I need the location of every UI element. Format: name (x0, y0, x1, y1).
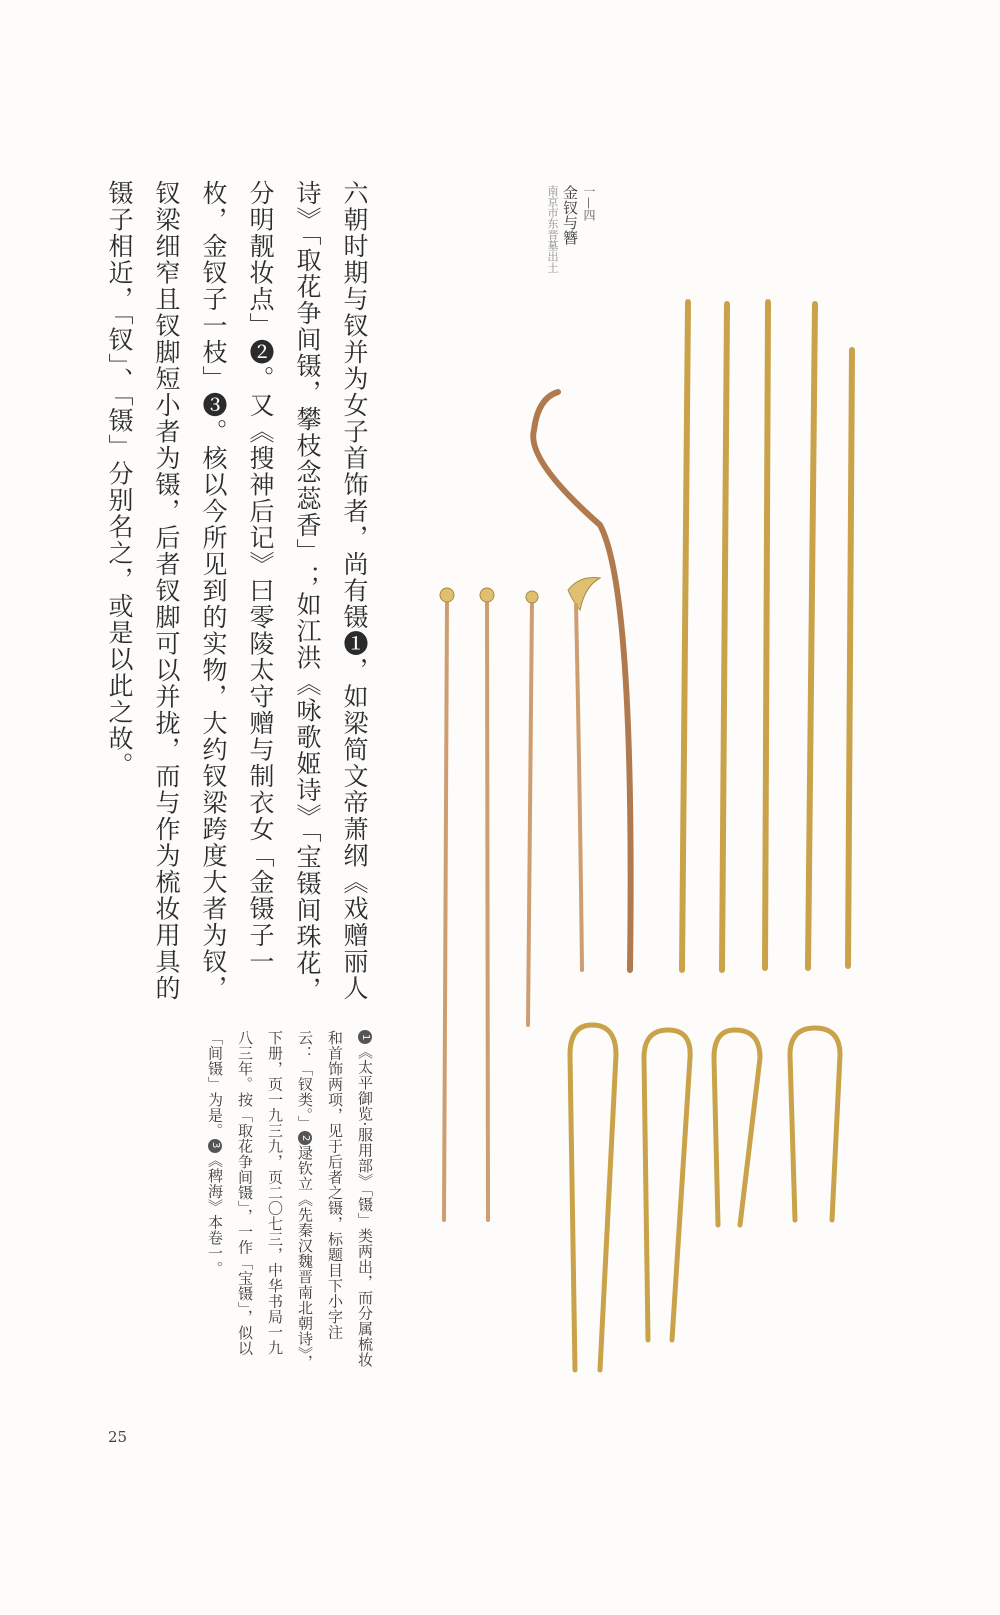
main-paragraph: 六朝时期与钗并为女子首饰者，尚有镊❶，如梁简文帝萧纲《戏赠丽人诗》「取花争间镊，攀枝念蕊香」；如江洪《咏歌姬诗》「宝镊间珠花，分明靓妆点」❷。又《搜神后记》曰零陵太守赠与制衣女「金镊子一枚，金钗子一枝」❸。核以今所见到的实物，大约钗梁跨度大者为钗，钗梁细窄且钗脚短小者为镊，后者钗脚可以并拢，而与作为梳妆用具的镊子相近，「钗」、「镊」分别名之，或是以此之故。 (105, 180, 369, 1003)
figure-caption (538, 185, 598, 305)
caption-title: 金钗与簪 (561, 185, 579, 245)
ball-pin-2-head (480, 588, 494, 602)
long-pin-2 (722, 304, 727, 970)
u-pin-2 (644, 1030, 690, 1340)
long-pin-5 (848, 350, 852, 966)
footnote-marker-3: 3 (208, 1139, 222, 1153)
long-pin-3 (765, 302, 768, 968)
ball-pin-3-shaft (528, 600, 532, 1025)
crescent-pin (568, 578, 600, 971)
ball-pin-2-shaft (487, 598, 488, 1220)
caption-location: 南京市东晋墓出土 (546, 185, 559, 273)
ball-pin-3-head (526, 591, 538, 603)
footnote-marker-1: 1 (358, 1030, 372, 1044)
u-shaped-pins (570, 1025, 840, 1370)
long-pin-1 (682, 302, 688, 970)
long-pin-4 (808, 304, 815, 968)
crescent-pin-shaft (576, 605, 582, 970)
crescent-pin-head (568, 578, 600, 611)
hairpin-photo (430, 290, 880, 1390)
u-pin-4 (790, 1028, 840, 1220)
u-pin-3 (714, 1030, 760, 1225)
footnote-marker-2: 2 (298, 1131, 312, 1145)
ball-head-pins (440, 588, 538, 1220)
footnote-2: 逯钦立《先秦汉魏晋南北朝诗》，下册，页一九三九，页二〇七三，中华书局一九八三年。按「取花争间镊」，一作「宝镊」，似以「间镊」为是。 (206, 1030, 314, 1370)
page-number: 25 (108, 1428, 128, 1446)
footnotes (170, 1030, 380, 1370)
footnote-3: 《稗海》本卷一。 (206, 1152, 224, 1277)
main-text (105, 180, 378, 1010)
u-pin-1 (570, 1025, 616, 1370)
ball-pin-1-shaft (444, 598, 447, 1220)
long-pins (682, 302, 852, 970)
footnote-1: 《太平御览·服用部》「镊」类两出，而分属梳妆和首饰两项，见于后者之镊，标题目下小字注云：「钗类。」 (296, 1030, 374, 1368)
ball-pin-1-head (440, 588, 454, 602)
caption-number: 一—四 (582, 185, 596, 221)
